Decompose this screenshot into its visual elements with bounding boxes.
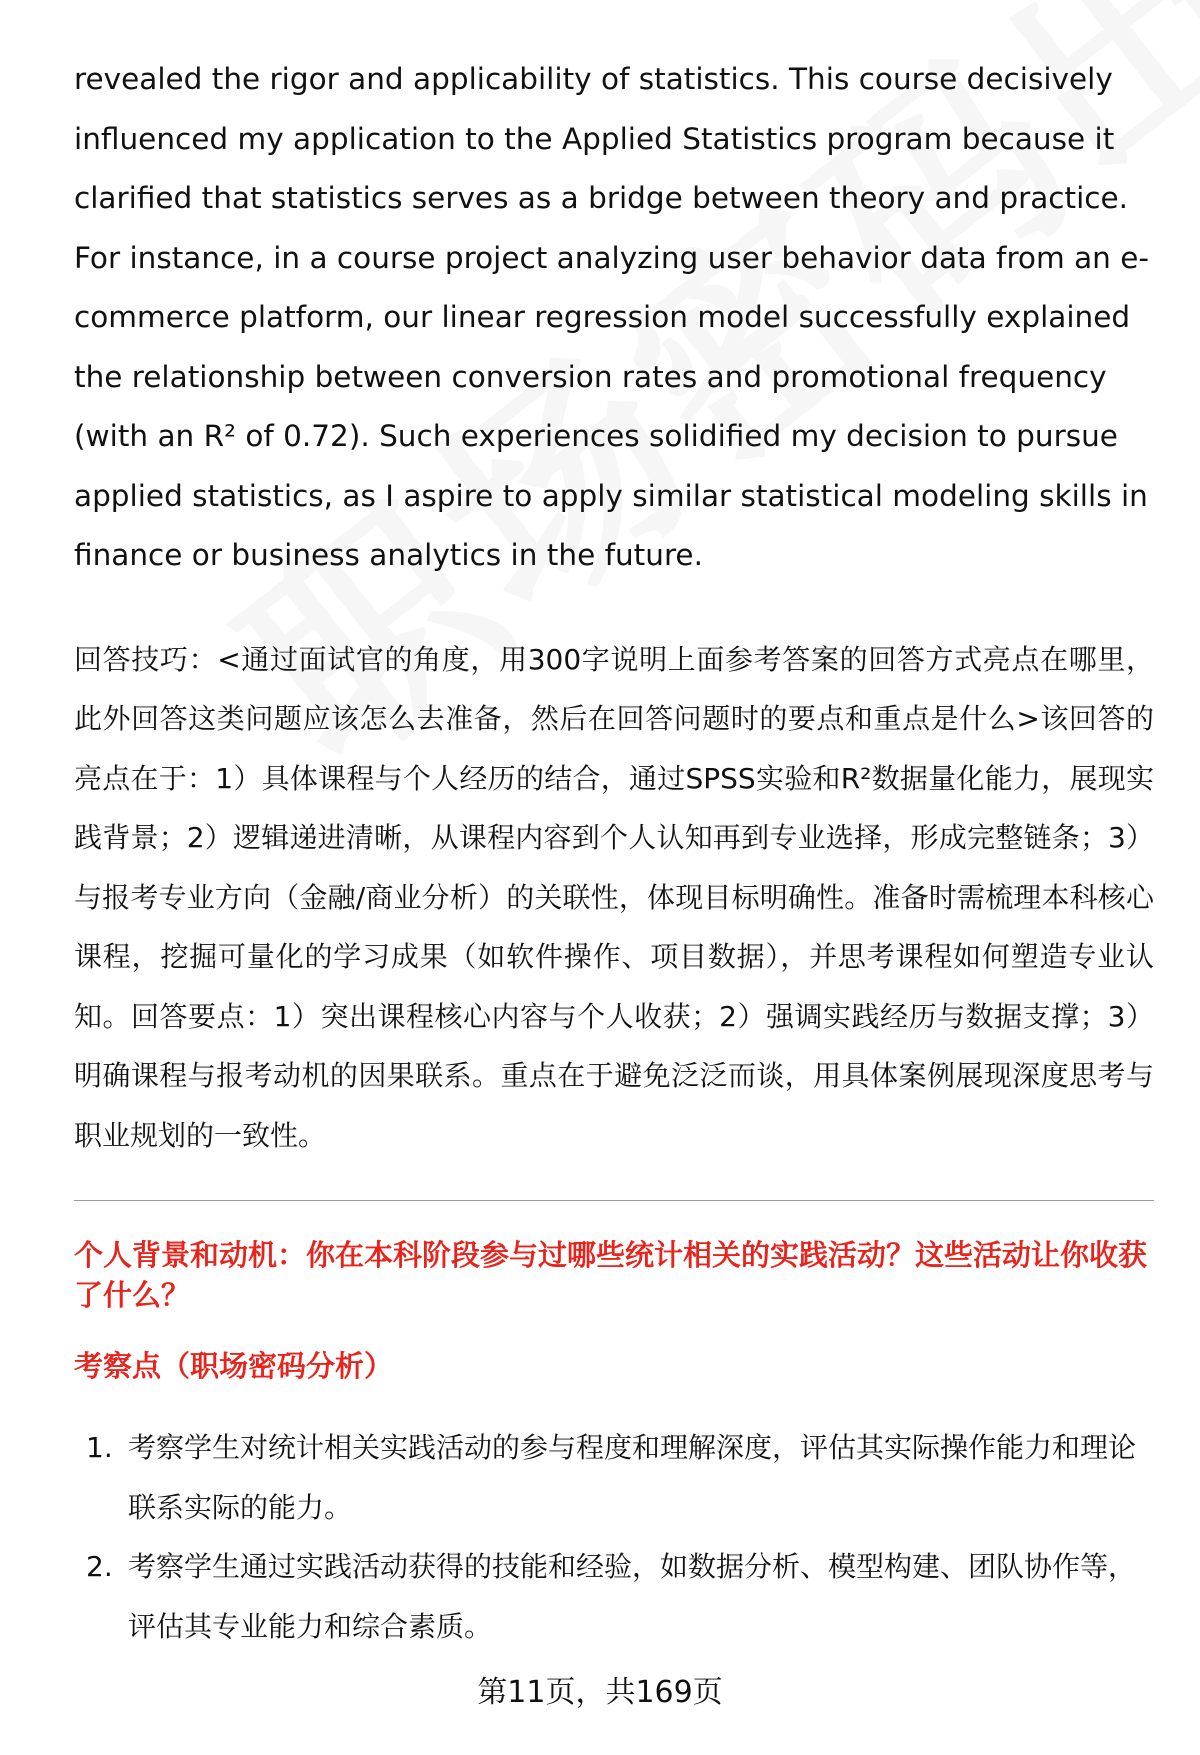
list-item-number: 1. <box>86 1431 113 1464</box>
page-number-footer: 第11页，共169页 <box>477 1675 723 1710</box>
list-item <box>74 1537 1154 1656</box>
list-item-number: 2. <box>86 1550 113 1583</box>
question-heading: 个人背景和动机：你在本科阶段参与过哪些统计相关的实践活动？这些活动让你收获了什么？ <box>74 1238 1148 1312</box>
analysis-subheading: 考察点（职场密码分析） <box>74 1349 394 1383</box>
list-item-text: 考察学生通过实践活动获得的技能和经验，如数据分析、模型构建、团队协作等，评估其专业能力和综合素质。 <box>128 1550 1137 1643</box>
tips-paragraph: 回答技巧：<通过面试官的角度，用300字说明上面参考答案的回答方式亮点在哪里，此外回答这类问题应该怎么去准备，然后在回答问题时的要点和重点是什么>该回答的亮点在于：1）具体课程与个人经历的结合，通过SPSS实验和R²数据量化能力，展现实践背景；2）逻辑递进清晰，从课程内容到个人认知再到专业选择，形成完整链条；3）与报考专业方向（金融/商业分析）的关联性，体现目标明确性。准备时需梳理本科核心课程，挖掘可量化的学习成果（如软件操作、项目数据），并思考课程如何塑造专业认知。回答要点：1）突出课程核心内容与个人收获；2）强调实践经历与数据支撑；3）明确课程与报考动机的因果联系。重点在于避免泛泛而谈，用具体案例展现深度思考与职业规划的一致性。 <box>74 642 1154 1152</box>
answer-paragraph: revealed the rigor and applicability of statistics. This course decisively influenced my application to the Applied Statistics program because it clarified that statistics serves as a bridge between theory and practice. For instance, in a course project analyzing user behavior data from an e-commerce platform, our linear regression model successfully explained the relationship between conversion rates and promotional frequency (with an R² of 0.72). Such experiences solidified my decision to pursue applied statistics, as I aspire to apply similar statistical modeling skills in finance or business analytics in the future. <box>74 62 1150 572</box>
list-item <box>74 1418 1154 1537</box>
section-divider <box>74 1200 1154 1201</box>
analysis-points-list <box>74 1418 1154 1656</box>
list-item-text: 考察学生对统计相关实践活动的参与程度和理解深度，评估其实际操作能力和理论联系实际的能力。 <box>128 1431 1137 1524</box>
document-body <box>74 50 1154 1165</box>
